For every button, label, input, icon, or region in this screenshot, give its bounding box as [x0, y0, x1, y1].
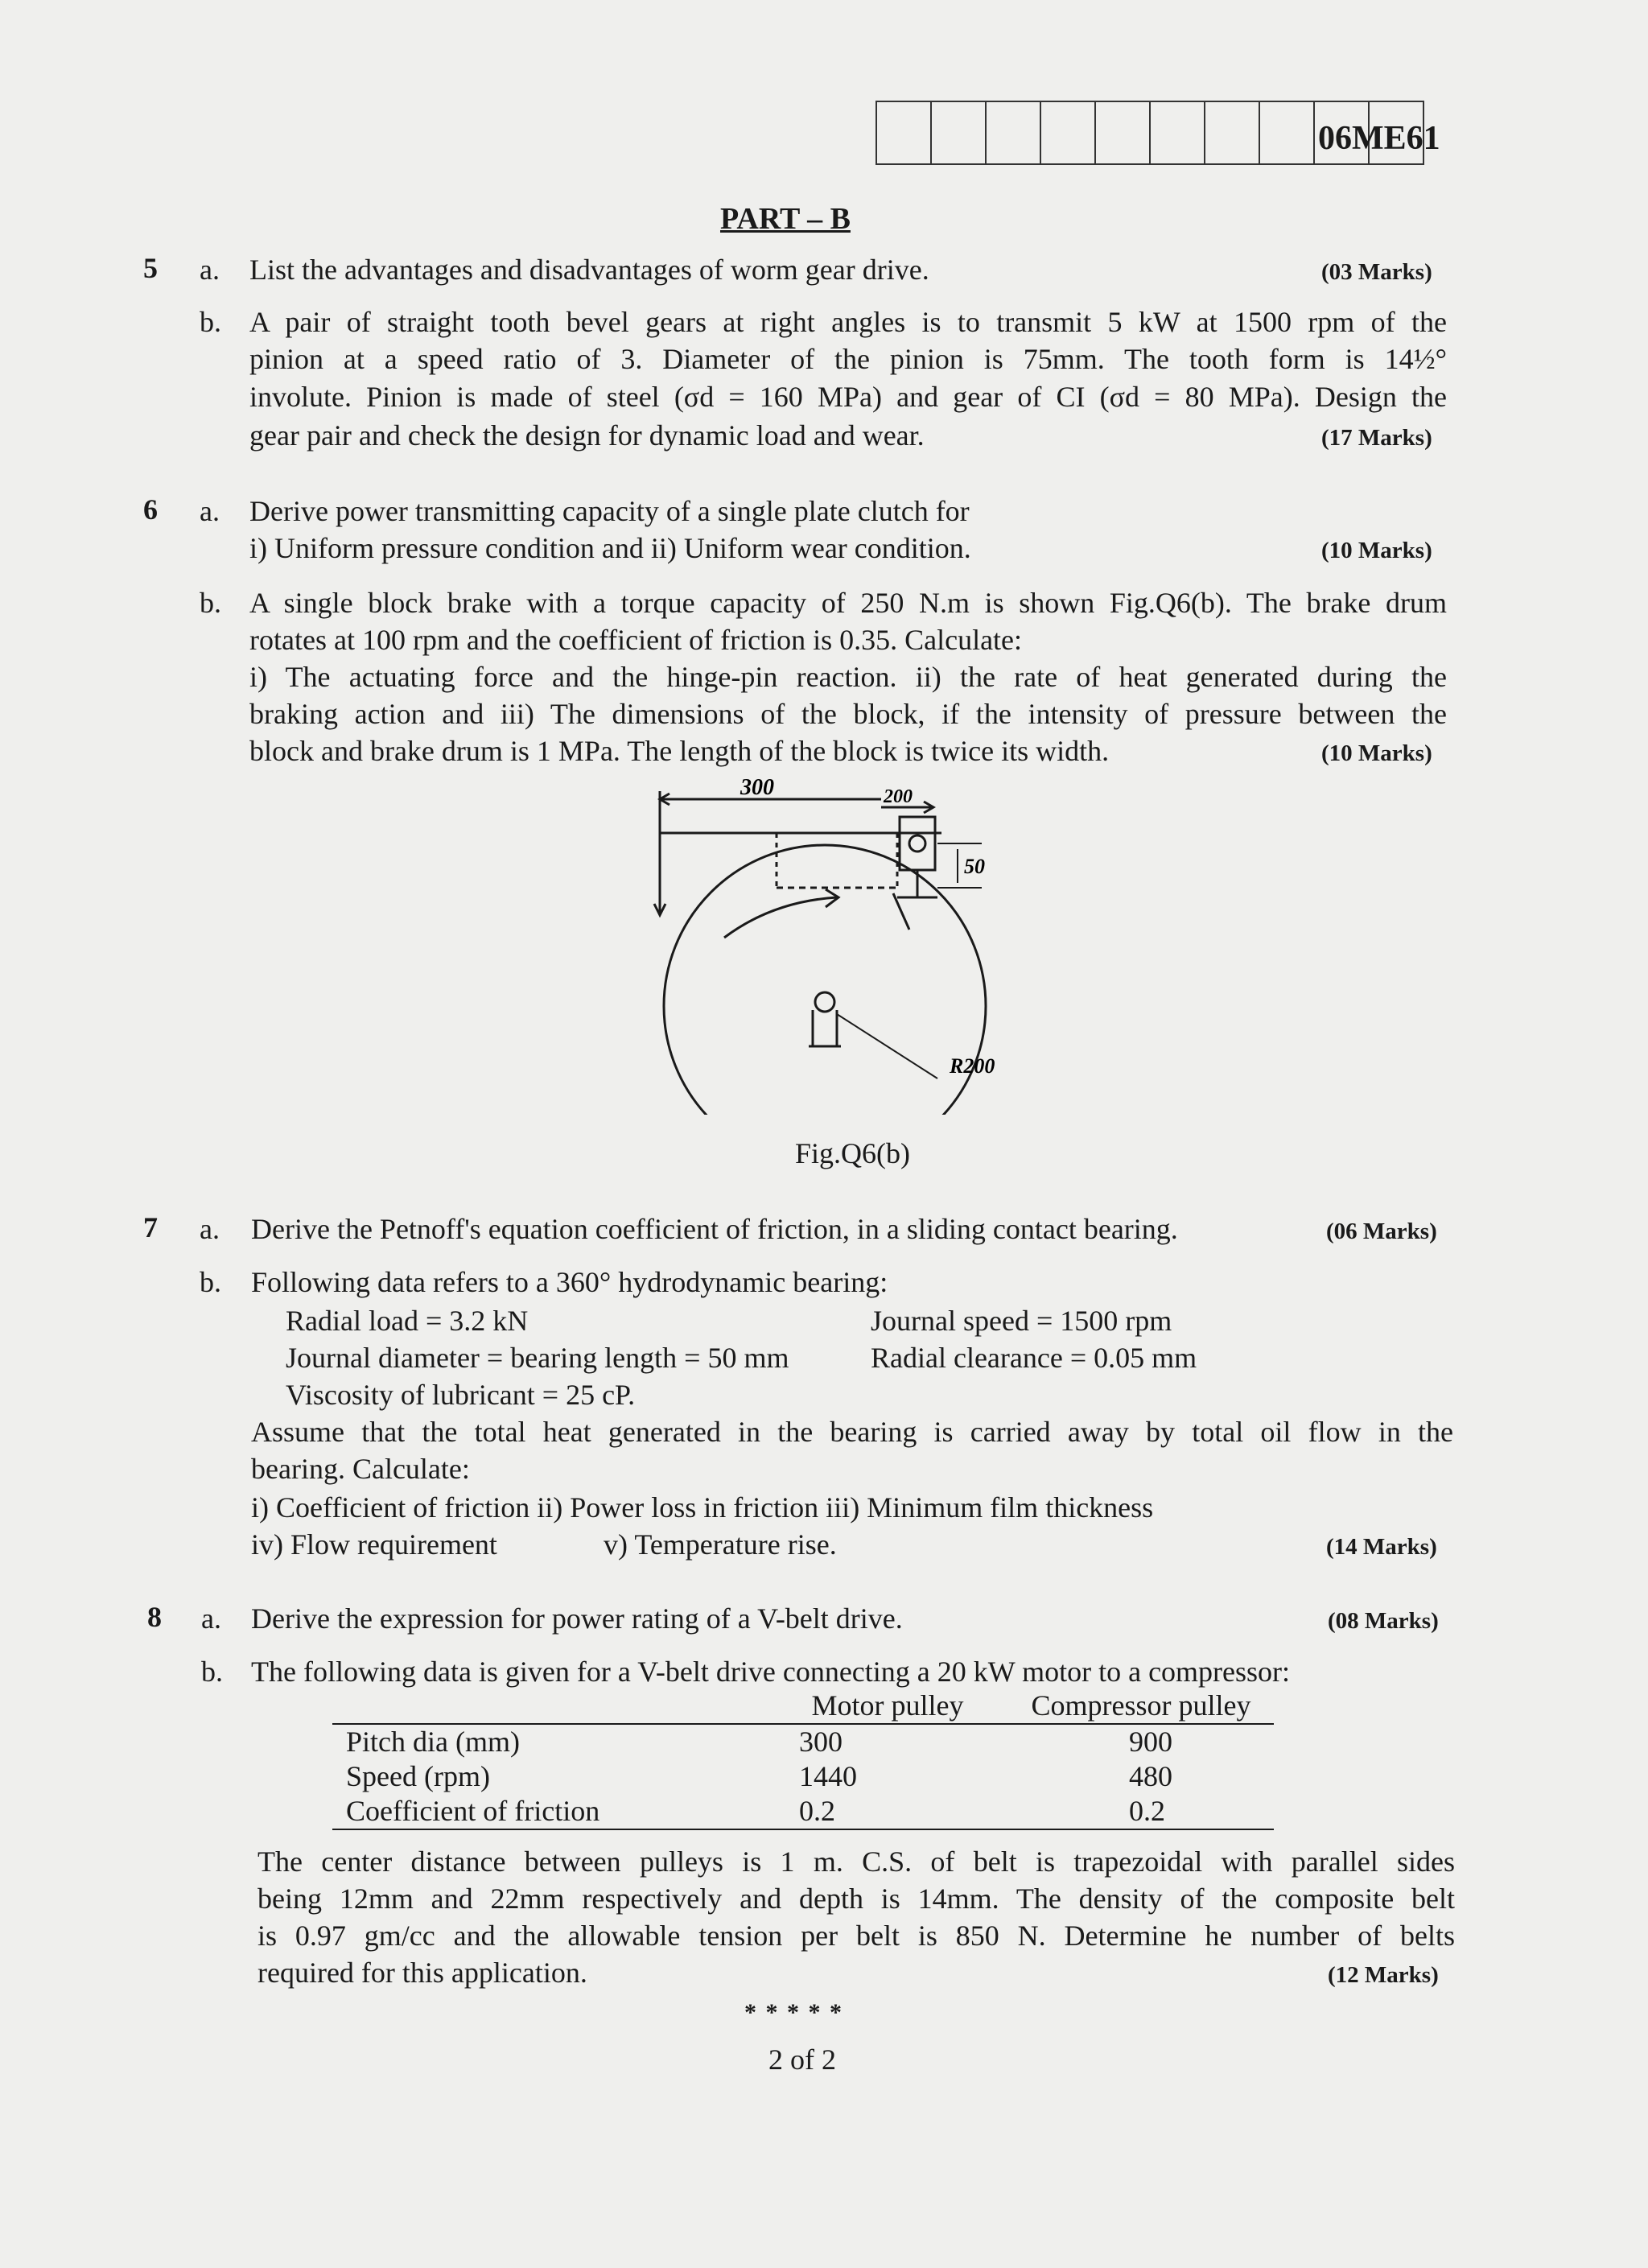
q5a-label: a.	[200, 254, 220, 286]
q8-number: 8	[147, 1601, 162, 1633]
radius-line	[837, 1014, 937, 1078]
journal-speed: Journal speed = 1500 rpm	[871, 1305, 1172, 1337]
q8b-label: b.	[201, 1656, 223, 1688]
hinge-support	[900, 817, 935, 870]
q6a-label: a.	[200, 495, 220, 527]
part-title: PART – B	[720, 202, 851, 236]
q7b-marks: (14 Marks)	[1326, 1534, 1437, 1560]
subject-code: 06ME61	[1318, 120, 1440, 157]
q6a-marks: (10 Marks)	[1321, 538, 1432, 563]
page-number: 2 of 2	[768, 2043, 836, 2076]
q5a-marks: (03 Marks)	[1321, 259, 1432, 285]
q7b-calc-line-2b: v) Temperature rise.	[604, 1528, 837, 1561]
q6b-line-5: block and brake drum is 1 MPa. The length of the block is twice its width.	[249, 735, 1110, 767]
viscosity: Viscosity of lubricant = 25 cP.	[286, 1379, 636, 1411]
table-cell: 0.2	[1129, 1795, 1165, 1827]
table-cell: 480	[1129, 1760, 1172, 1792]
q8a-marks: (08 Marks)	[1328, 1608, 1439, 1634]
dim-200-label: 200	[884, 786, 913, 807]
belt-data-table	[332, 1689, 1274, 1830]
table-row	[332, 1759, 1274, 1794]
radial-clearance: Radial clearance = 0.05 mm	[871, 1342, 1197, 1374]
q8a-label: a.	[201, 1602, 221, 1635]
q7b-intro: Following data refers to a 360° hydrodynamic bearing:	[251, 1266, 888, 1298]
q5b-marks: (17 Marks)	[1321, 425, 1432, 451]
q7-number: 7	[143, 1211, 158, 1243]
q6a-line-2: i) Uniform pressure condition and ii) Uniform wear condition.	[249, 532, 971, 564]
table-cell: Coefficient of friction	[346, 1795, 600, 1827]
table-cell: 0.2	[799, 1795, 835, 1827]
dim-50-label: 50	[964, 855, 985, 878]
q6b-line-4: braking action and iii) The dimensions of the block, if the intensity of pressure between the	[249, 698, 1447, 730]
q5b-line-3: involute. Pinion is made of steel (σd = 160 MPa) and gear of CI (σd = 80 MPa). Design the	[249, 381, 1447, 413]
table-row	[332, 1724, 1274, 1759]
q7a-text: Derive the Petnoff's equation coefficient of friction, in a sliding contact bearing.	[251, 1213, 1178, 1245]
q8b-after-line-1: The center distance between pulleys is 1 m. C.S. of belt is trapezoidal with parallel sides	[258, 1845, 1455, 1878]
q8b-after-line-2: being 12mm and 22mm respectively and depth is 14mm. The density of the composite belt	[258, 1882, 1455, 1915]
q8b-after-line-4: required for this application.	[258, 1957, 587, 1989]
q7b-label: b.	[200, 1266, 221, 1298]
q7a-marks: (06 Marks)	[1326, 1219, 1437, 1244]
table-cell: 1440	[799, 1760, 857, 1792]
brake-figure	[628, 769, 1046, 1115]
q8a-text: Derive the expression for power rating of a V-belt drive.	[251, 1602, 903, 1635]
dim-300-label: 300	[740, 775, 774, 800]
q6b-line-3: i) The actuating force and the hinge-pin reaction. ii) the rate of heat generated during the	[249, 661, 1447, 693]
q5b-line-2: pinion at a speed ratio of 3. Diameter of the pinion is 75mm. The tooth form is 14½°	[249, 343, 1447, 375]
q7a-label: a.	[200, 1213, 220, 1245]
q8b-intro: The following data is given for a V-belt drive connecting a 20 kW motor to a compressor:	[251, 1656, 1291, 1688]
radius-label: R200	[950, 1054, 995, 1078]
table-header-cell: Compressor pulley	[1031, 1689, 1251, 1722]
q7b-calc-line-2a: iv) Flow requirement	[251, 1528, 497, 1561]
q6b-line-2: rotates at 100 rpm and the coefficient of friction is 0.35. Calculate:	[249, 624, 1023, 656]
table-cell: 300	[799, 1726, 843, 1758]
q5b-line-1: A pair of straight tooth bevel gears at right angles is to transmit 5 kW at 1500 rpm of the	[249, 306, 1447, 338]
table-cell: 900	[1129, 1726, 1172, 1758]
table-header-cell: Motor pulley	[811, 1689, 964, 1722]
rotation-arrow	[724, 897, 837, 938]
q6b-line-1: A single block brake with a torque capacity of 250 N.m is shown Fig.Q6(b). The brake drum	[249, 587, 1447, 619]
table-cell: Pitch dia (mm)	[346, 1726, 520, 1758]
q7b-calc-line-1: i) Coefficient of friction ii) Power loss in friction iii) Minimum film thickness	[251, 1491, 1154, 1524]
hinge-pin	[909, 835, 925, 852]
table-row	[332, 1794, 1274, 1829]
q6b-label: b.	[200, 587, 221, 619]
end-stars: * * * * *	[744, 1999, 843, 2026]
brake-drum	[664, 845, 986, 1115]
radial-load: Radial load = 3.2 kN	[286, 1305, 529, 1337]
brake-block	[893, 893, 909, 930]
q5b-line-4: gear pair and check the design for dynamic load and wear.	[249, 419, 925, 452]
q8b-marks: (12 Marks)	[1328, 1962, 1439, 1988]
table-header-row	[332, 1689, 1274, 1724]
q6b-marks: (10 Marks)	[1321, 740, 1432, 766]
figure-caption: Fig.Q6(b)	[795, 1137, 910, 1169]
q6-number: 6	[143, 493, 158, 526]
table-header-cell	[332, 1689, 767, 1724]
q5b-label: b.	[200, 306, 221, 338]
q7b-assume-line-1: Assume that the total heat generated in the bearing is carried away by total oil flow in the	[251, 1416, 1453, 1448]
q5a-text: List the advantages and disadvantages of worm gear drive.	[249, 254, 929, 286]
journal-diameter: Journal diameter = bearing length = 50 mm	[286, 1342, 789, 1374]
table-cell: Speed (rpm)	[346, 1760, 490, 1792]
q8b-after-line-3: is 0.97 gm/cc and the allowable tension per belt is 850 N. Determine he number of belts	[258, 1920, 1455, 1952]
q6a-line-1: Derive power transmitting capacity of a single plate clutch for	[249, 495, 970, 527]
q5-number: 5	[143, 252, 158, 284]
q7b-assume-line-2: bearing. Calculate:	[251, 1453, 470, 1485]
